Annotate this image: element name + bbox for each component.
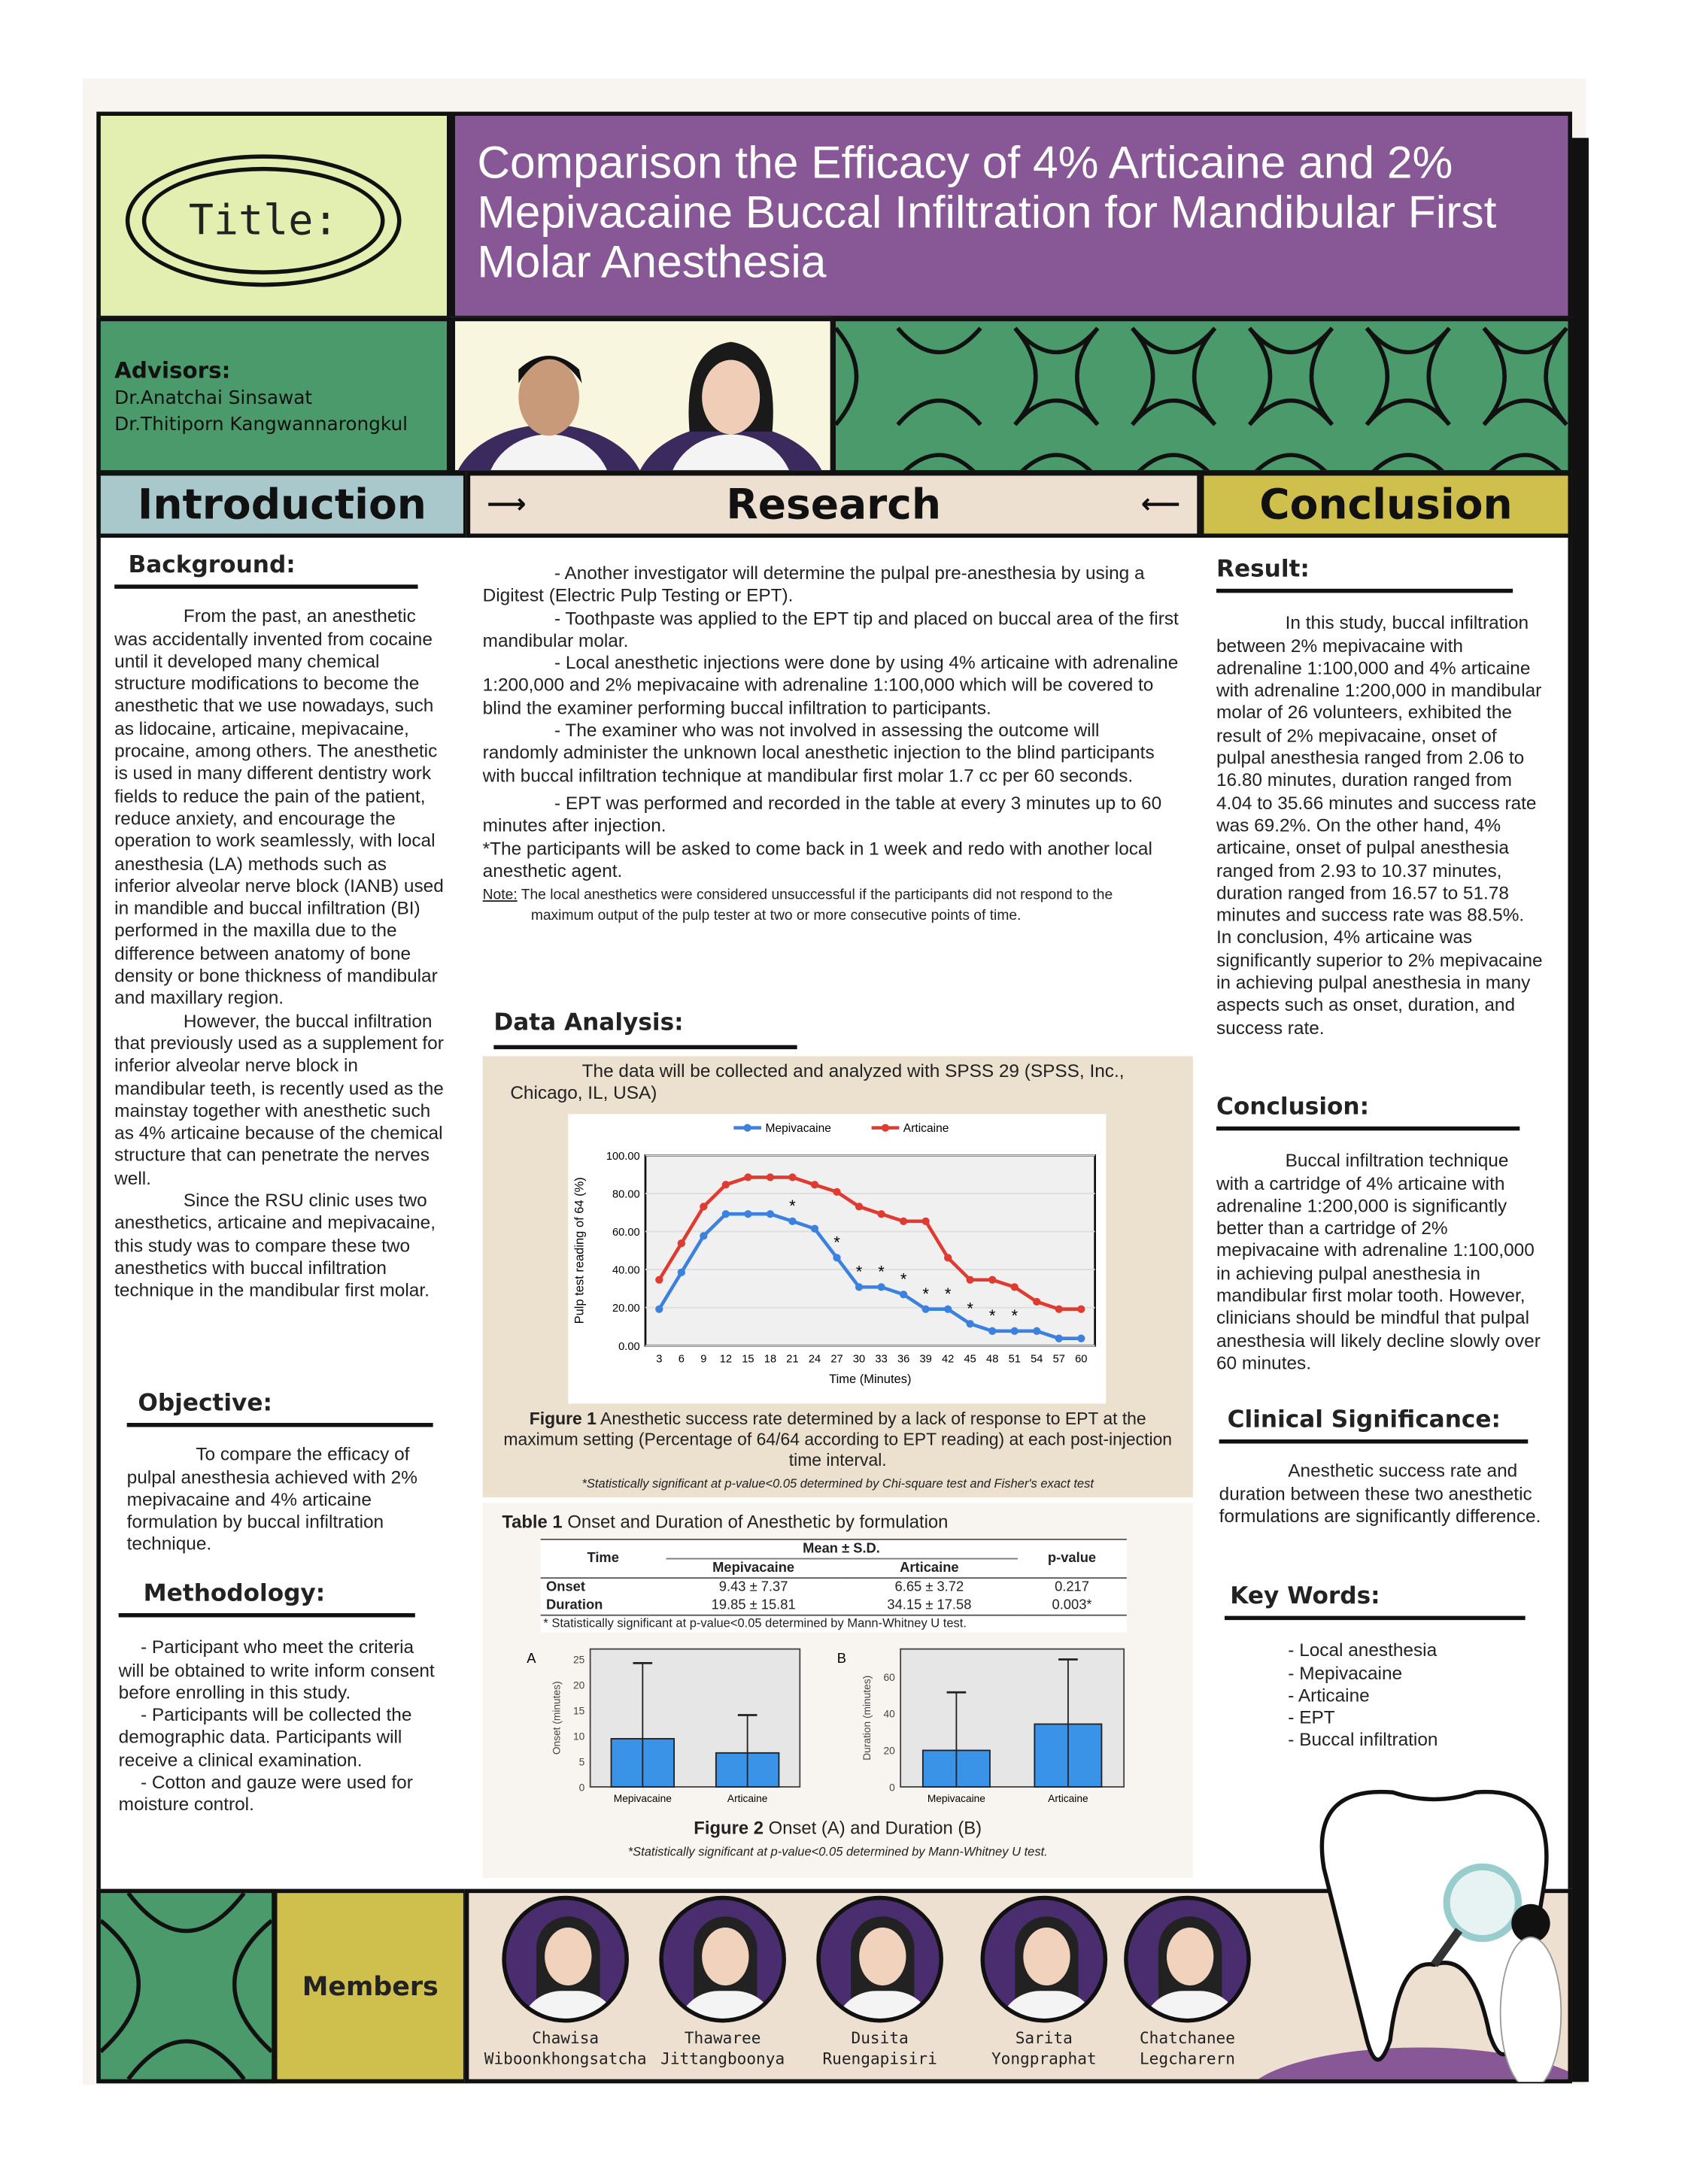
methodology-section [118,1579,436,1817]
keyword: - Local anesthesia [1288,1640,1438,1661]
x-tick-label: 6 [678,1353,685,1366]
data-point [833,1188,840,1196]
background-paragraph: From the past, an anesthetic was accidentally invented from cocaine until it developed many chemical structure modifications to become the anesthetic that we use nowadays, such as lidocaine, articaine, mepivacaine, procaine, among others. The anesthetic is used in many different dentistry work fields to reduce the pain of the patient, reduce anxiety, and encourage the operation to work seamlessly, with local anesthesia (LA) methods such as inferior alveolar nerve block (IANB) used in mandible and buccal infiltration (BI) performed in the maxilla due to the difference between anatomy of bone density or bone thickness of mandibular and maxillary region. [114,605,444,1009]
banner-research [466,472,1201,538]
keyword: - Articaine [1288,1685,1370,1706]
keyword: - Buccal infiltration [1288,1729,1438,1751]
cell: 0.217 [1055,1579,1089,1596]
result-section [1216,555,1550,1039]
table-label: Table 1 [502,1511,563,1532]
data-point [678,1269,685,1276]
data-point [855,1283,863,1291]
data-point [921,1306,929,1313]
table-note: * Statistically significant at p-value<0.05 determined by Mann-Whitney U test. [543,1615,967,1630]
member-last-name: Jittangboonya [660,2049,785,2068]
significance-mark: * [833,1233,840,1252]
fig2-caption: Onset (A) and Duration (B) [768,1817,982,1838]
advisor-name: Dr.Thitiporn Kangwannarongkul [114,413,408,436]
objective-text: To compare the efficacy of pulpal anesthesia achieved with 2% mepivacaine and 4% articaine formulation by buccal infiltration technique. [126,1444,417,1555]
research-item: - Toothpaste was applied to the EPT tip and placed on buccal area of the first mandibular molar. [482,607,1179,651]
y-tick-label: 0 [889,1782,895,1794]
x-tick-label: 36 [897,1353,910,1366]
star-decoration [101,1893,272,2079]
member-card [1104,1891,1270,2069]
x-tick-label: 45 [964,1353,976,1366]
fig1-note: *Statistically significant at p-value<0.05 determined by Chi-square test and Fisher's exact test [581,1476,1094,1491]
member-last-name: Ruengapisiri [822,2049,937,2068]
plot-area [645,1155,1095,1345]
y-tick-label: 20 [573,1679,585,1691]
row-label: Onset [545,1579,585,1596]
data-point [900,1291,907,1298]
x-tick-label: 9 [700,1353,707,1366]
x-tick-label: 42 [941,1353,955,1366]
data-point [967,1320,974,1327]
data-point [700,1232,707,1239]
y-tick-label: 5 [578,1756,585,1768]
y-tick-label: 40 [883,1708,895,1720]
research-item: - Local anesthetic injections were done by using 4% articaine with adrenaline 1:200,000 and 2% mepivacaine with adrenaline 1:100,000 which will be covered to blind the examiner performing buccal infiltration to participants. [482,652,1179,718]
result-paragraph: In this study, buccal infiltration between 2% mepivacaine with adrenaline 1:100,000 and 4% articaine with adrenaline 1:200,000 in mandibular molar of 26 volunteers, exhibited the result of 2% mepivacaine, onset of pulpal anesthesia ranged from 2.06 to 16.80 minutes, duration ranged from 4.04 to 35.66 minutes and success rate was 69.2%. On the other hand, 4% articaine, onset of pulpal anesthesia ranged from 2.93 to 10.37 minutes, duration ranged from 16.57 to 51.78 minutes and success rate was 88.5%. [1216,612,1542,926]
data-point [944,1254,952,1261]
member-avatar [1124,1896,1251,2023]
x-tick-label: Articaine [1048,1793,1088,1805]
x-tick-label: Articaine [727,1793,768,1805]
data-point [967,1276,974,1284]
table-row [541,1597,1127,1615]
y-axis-label: Onset (minutes) [551,1681,563,1755]
research-methods [483,563,1179,927]
x-tick-label: 39 [919,1353,932,1366]
data-point [877,1283,885,1291]
methodology-item: - Participant who meet the criteria will be obtained to write inform consent before enrolling in this study. [118,1636,435,1703]
x-tick-label: 24 [808,1353,821,1366]
row-label: Duration [545,1597,603,1613]
data-point [722,1210,730,1218]
x-tick-label: 60 [1075,1353,1088,1366]
x-tick-label: 3 [656,1353,663,1366]
result-paragraph: In conclusion, 4% articaine was significantly superior to 2% mepivacaine in achieving pulpal anesthesia in many aspects such as onset, duration, and success rate. [1216,927,1543,1038]
y-tick-label: 15 [573,1705,585,1717]
bar-chart-onset [524,1641,827,1809]
arrow-left-icon: ⟵ [1140,487,1181,520]
member-first-name: Thawaree [684,2028,761,2048]
keyword: - Mepivacaine [1288,1662,1403,1683]
research-item: - The examiner who was not involved in assessing the outcome will randomly administer the unknown local anesthetic injection to the blind participants with buccal infiltration technique at mandibular first molar 1.7 cc per 60 seconds. [482,720,1155,786]
col-time: Time [587,1551,619,1567]
data-point [988,1276,996,1284]
data-point [988,1327,996,1335]
data-point [788,1173,796,1181]
data-point [767,1210,774,1218]
significance-mark: * [878,1262,885,1282]
title-label: Title: [142,167,385,275]
x-tick-label: 54 [1031,1353,1043,1366]
cell: 19.85 ± 15.81 [711,1597,796,1613]
significance-mark: * [922,1284,929,1303]
x-tick-label: 27 [830,1353,843,1366]
data-point [1077,1306,1085,1313]
methodology-item: - Cotton and gauze were used for moisture control. [118,1771,413,1815]
data-point [900,1218,907,1225]
figure2-panel [483,1503,1193,1878]
member-last-name: Yongpraphat [991,2049,1097,2068]
research-item: - Another investigator will determine the pulpal pre-anesthesia by using a Digitest (Electric Pulp Testing or EPT). [482,562,1145,606]
data-point [921,1218,929,1225]
data-point [1011,1283,1019,1291]
cell: 34.15 ± 17.58 [887,1597,972,1613]
star-pattern-decoration [836,321,1572,474]
objective-heading: Objective: [127,1393,433,1427]
data-point [1055,1306,1063,1313]
methodology-heading: Methodology: [119,1583,415,1618]
y-tick-label: 60.00 [612,1227,640,1239]
data-point [811,1225,818,1233]
member-first-name: Dusita [851,2028,909,2048]
significance-mark: * [944,1284,952,1303]
methodology-item: - Participants will be collected the demographic data. Participants will receive a clinical examination. [118,1704,412,1770]
data-point [678,1239,685,1247]
title-label-box [96,111,451,320]
data-point [767,1173,774,1181]
data-point [1055,1335,1063,1342]
col-articaine: Articaine [900,1561,959,1576]
significance-mark: * [988,1306,996,1325]
member-first-name: Chawisa [532,2028,600,2048]
data-point [744,1210,751,1218]
figure1-panel [483,1056,1193,1497]
significance-mark: * [855,1262,863,1282]
data-point [744,1173,751,1181]
conclusion-heading: Conclusion: [1216,1096,1520,1130]
member-avatar [502,1896,629,2023]
conclusion-section [1216,1093,1542,1375]
legend-marker [882,1124,889,1132]
result-heading: Result: [1216,558,1513,593]
data-point [1033,1327,1040,1335]
y-tick-label: 0 [578,1782,585,1794]
col-mepivacaine: Mepivacaine [712,1561,795,1576]
y-tick-label: 60 [883,1671,895,1683]
cell: 0.003* [1052,1597,1092,1613]
clinical-significance-section [1219,1406,1545,1528]
panel-label: A [527,1649,536,1666]
advisor-portraits-image [455,321,834,474]
x-tick-label: 15 [742,1353,754,1366]
y-tick-label: 0.00 [618,1340,640,1353]
data-point [833,1254,840,1261]
conclusion-text: Buccal infiltration technique with a cartridge of 4% articaine with adrenaline 1:200,000 is significantly better than a cartridge of 2% mepivacaine with adrenaline 1:100,000 in achieving pulpal anesthesia in mandibular first molar tooth. However, clinicians should be mindful that pulpal anesthesia will likely decline slowly over 60 minutes. [1216,1150,1541,1373]
y-tick-label: 20 [883,1745,895,1757]
arrow-right-icon: ⟶ [487,487,527,520]
fig2-note: *Statistically significant at p-value<0.05 determined by Mann-Whitney U test. [627,1844,1048,1859]
x-tick-label: 48 [986,1353,999,1366]
advisor-name: Dr.Anatchai Sinsawat [114,387,313,410]
background-heading: Background: [114,554,417,589]
data-point [944,1306,952,1313]
advisors-heading: Advisors: [114,356,231,384]
significance-mark: * [900,1269,907,1289]
y-axis-label: Pulp test reading of 64 (%) [572,1177,587,1324]
background-paragraph: Since the RSU clinic uses two anesthetics, articaine and mepivacaine, this study was to compare these two anesthetics with buccal infiltration technique in the mandibular first molar. [114,1190,436,1301]
data-point [655,1276,663,1284]
x-tick-label: 21 [786,1353,799,1366]
x-tick-label: Mepivacaine [927,1793,985,1805]
x-tick-label: Mepivacaine [613,1793,672,1805]
keywords-section [1225,1582,1542,1752]
keywords-heading: Key Words: [1225,1585,1526,1620]
x-tick-label: 18 [764,1353,777,1366]
background-paragraph: However, the buccal infiltration that previously used as a supplement for inferior alveolar nerve block in mandibular teeth, is recently used as the mainstay together with anesthetic such as 4% articaine because of the chemical structure that can penetrate the nerves well. [114,1010,444,1188]
data-point [1033,1298,1040,1306]
data-point [877,1210,885,1218]
decorative-pattern [831,317,1571,475]
clinical-text: Anesthetic success rate and duration between these two anesthetic formulations are significantly difference. [1219,1461,1541,1527]
member-card [797,1891,963,2069]
note-label: Note: [482,887,518,904]
member-last-name: Legcharern [1139,2049,1235,2068]
research-note-star: *The participants will be asked to come back in 1 week and redo with another local anesthetic agent. [482,837,1152,881]
advisors-box [96,317,451,475]
x-tick-label: 30 [852,1353,866,1366]
research-label: Research [726,480,942,529]
y-axis-label: Duration (minutes) [861,1675,873,1761]
data-point [811,1181,818,1188]
significance-mark: * [789,1197,796,1216]
data-point [855,1203,863,1210]
y-tick-label: 20.00 [612,1303,640,1315]
x-tick-label: 12 [719,1353,733,1366]
data-point [722,1181,730,1188]
bar-chart-duration [834,1641,1152,1809]
legend-marker [744,1124,751,1132]
member-first-name: Sarita [1015,2028,1073,2048]
poster-title: Comparison the Efficacy of 4% Articaine and 2% Mepivacaine Buccal Infiltration for Mandibular First Molar Anesthesia [451,111,1571,320]
x-axis-label: Time (Minutes) [829,1372,912,1386]
y-tick-label: 80.00 [612,1188,640,1201]
fig2-label: Figure 2 [694,1817,764,1838]
members-decoration [96,1889,275,2083]
y-tick-label: 10 [573,1731,585,1743]
keyword: - EPT [1288,1706,1335,1728]
member-card [961,1891,1127,2069]
col-p: p-value [1047,1551,1097,1567]
member-card [640,1891,806,2069]
cell: 6.65 ± 3.72 [894,1579,964,1596]
x-tick-label: 33 [875,1353,888,1366]
x-tick-label: 51 [1008,1353,1021,1366]
member-last-name: Wiboonkhongsatcha [484,2049,647,2068]
data-point [700,1203,707,1210]
member-card [483,1891,648,2069]
data-analysis-intro: The data will be collected and analyzed with SPSS 29 (SPSS, Inc., Chicago, IL, USA) [510,1060,1125,1104]
banner-introduction: Introduction [96,472,467,538]
y-tick-label: 100.00 [606,1150,640,1163]
objective-section [126,1389,445,1557]
cell: 9.43 ± 7.37 [718,1579,788,1596]
x-tick-label: 57 [1052,1353,1065,1366]
advisor-photos [451,317,834,475]
clinical-heading: Clinical Significance: [1219,1409,1529,1444]
note-text: The local anesthetics were considered unsuccessful if the participants did not respond to the maximum output of the pulp tester at two or more consecutive points of time. [521,887,1113,924]
data-point [1011,1327,1019,1335]
y-tick-label: 40.00 [612,1264,640,1277]
table-caption: Onset and Duration of Anesthetic by formulation [567,1511,949,1532]
results-table [541,1539,1127,1633]
member-avatar [980,1896,1107,2023]
background-section [114,551,445,1303]
data-point [655,1306,663,1313]
member-avatar [659,1896,786,2023]
legend-label: Articaine [903,1122,949,1136]
line-chart-success-rate [568,1114,1106,1403]
fig1-caption: Anesthetic success rate determined by a lack of response to EPT at the maximum setting (Percentage of 64/64 according to EPT reading) at each post-injection time interval. [503,1409,1173,1470]
significance-mark: * [967,1299,973,1318]
data-analysis-heading: Data Analysis: [493,1009,797,1049]
fig1-label: Figure 1 [529,1409,597,1429]
data-point [1077,1335,1085,1342]
legend-label: Mepivacaine [765,1122,831,1136]
y-tick-label: 25 [573,1654,585,1666]
data-point [788,1218,796,1225]
member-avatar [816,1896,943,2023]
significance-mark: * [1011,1306,1019,1325]
research-item: - EPT was performed and recorded in the table at every 3 minutes up to 60 minutes after injection. [482,793,1162,836]
member-first-name: Chatchanee [1139,2028,1235,2048]
col-mean: Mean ± S.D. [666,1539,1017,1559]
panel-label: B [836,1649,847,1666]
table-row [541,1578,1127,1597]
banner-conclusion: Conclusion [1200,472,1572,538]
members-label: Members [273,1889,467,2083]
tooth-dentist-illustration [1296,1772,1572,2082]
